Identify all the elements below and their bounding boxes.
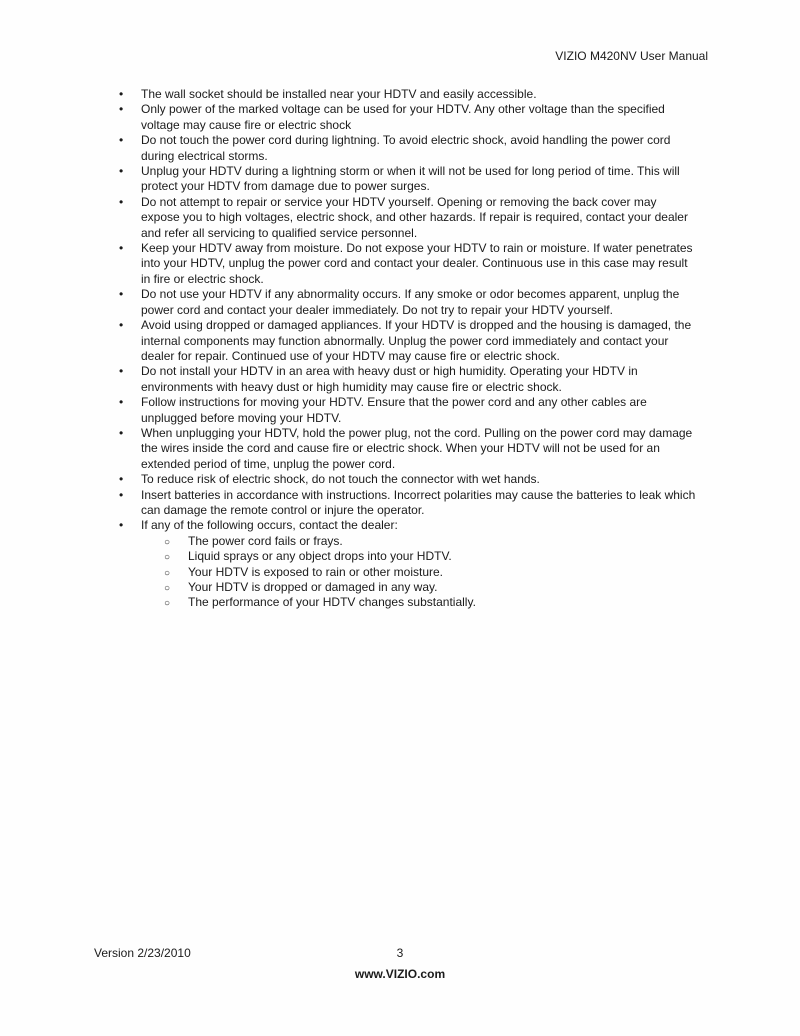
bullet-icon: • [119,164,124,179]
list-item-text: The wall socket should be installed near your HDTV and easily accessible. [141,87,537,101]
header-title: VIZIO M420NV User Manual [555,49,708,63]
list-item [94,395,698,426]
list-item [94,195,698,241]
footer-page-number: 3 [396,946,404,960]
list-item [94,87,698,102]
bullet-list [94,87,706,611]
list-item-text: Do not touch the power cord during lightning. To avoid electric shock, avoid handling the power cord during electrical storms. [141,133,671,163]
sub-list-item [141,534,698,549]
list-item-text: When unplugging your HDTV, hold the power plug, not the cord. Pulling on the power cord may damage the wires inside the cord and cause fire or electric shock. When your HDTV will not be used for an extended period of time, unplug the power cord. [141,425,693,471]
bullet-icon: • [119,318,124,333]
list-item-text: To reduce risk of electric shock, do not touch the connector with wet hands. [141,472,540,487]
list-item-text: Keep your HDTV away from moisture. Do not expose your HDTV to rain or moisture. If water penetrates into your HDTV, unplug the power cord and contact your dealer. Continuous use in this case may result in fire or electric shock. [141,241,693,286]
list-item [94,364,698,395]
sub-list-item-text: The power cord fails or frays. [188,533,343,548]
list-item [94,488,698,519]
list-item-text: Insert batteries in accordance with instructions. Incorrect polarities may cause the batteries to leak which can damage the remote control or injure the operator. [141,487,696,517]
circle-bullet-icon: ○ [164,598,171,610]
sub-list-item [141,595,698,610]
list-item [94,472,698,487]
safety-instructions [94,87,706,611]
list-item-text: Only power of the marked voltage can be used for your HDTV. Any other voltage than the specified voltage may cause fire or electric shock [141,102,665,132]
footer-website: www.VIZIO.com [354,967,446,981]
list-item-text: If any of the following occurs, contact the dealer: [141,518,398,533]
sub-list-item [141,580,698,595]
list-item-text: Follow instructions for moving your HDTV. Ensure that the power cord and any other cables are unplugged before moving your HDTV. [141,395,647,425]
bullet-icon: • [119,472,124,487]
bullet-icon: • [119,395,124,410]
list-item [94,241,698,287]
list-item [94,287,698,318]
sub-list-item-text: The performance of your HDTV changes substantially. [188,595,476,610]
bullet-icon: • [119,241,124,256]
bullet-icon: • [119,364,124,379]
list-item [94,426,698,472]
bullet-icon: • [119,194,124,209]
sub-bullet-list [141,534,698,611]
list-item-text: Do not install your HDTV in an area with heavy dust or high humidity. Operating your HDTV in environments with heavy dust or high humidity may cause fire or electric shock. [141,364,638,394]
circle-bullet-icon: ○ [164,552,171,564]
list-item-text: Do not attempt to repair or service your HDTV yourself. Opening or removing the back cover may expose you to high voltages, electric shock, and other hazards. If repair is required, contact your dealer and refer all servicing to qualified service personnel. [141,194,688,240]
sub-list-item-text: Your HDTV is exposed to rain or other moisture. [188,564,444,579]
bullet-icon: • [119,87,124,101]
list-item [94,318,698,364]
sub-list-item-text: Liquid sprays or any object drops into your HDTV. [188,549,452,564]
bullet-icon: • [119,487,124,502]
circle-bullet-icon: ○ [164,583,171,594]
list-item [94,164,698,195]
sub-list-item [141,549,698,564]
sub-list-item-text: Your HDTV is dropped or damaged in any way. [188,580,438,594]
list-item [94,133,698,164]
bullet-icon: • [119,287,124,302]
bullet-icon: • [119,425,124,440]
list-item-text: Avoid using dropped or damaged appliances. If your HDTV is dropped and the housing is damaged, the internal components may function abnormally. Unplug the power cord immediately and contact your dealer for repair. Continued use of your HDTV may cause fire or electric shock. [141,318,692,363]
list-item [94,518,698,610]
bullet-icon: • [119,102,124,117]
circle-bullet-icon: ○ [164,567,171,579]
bullet-icon: • [119,518,124,533]
list-item [94,102,698,133]
bullet-icon: • [119,133,124,148]
list-item-text: Unplug your HDTV during a lightning storm or when it will not be used for long period of time. This will protect your HDTV from damage due to power surges. [141,164,680,194]
sub-list-item [141,565,698,580]
footer-version: Version 2/23/2010 [94,946,191,960]
list-item-text: Do not use your HDTV if any abnormality occurs. If any smoke or odor becomes apparent, unplug the power cord and contact your dealer immediately. Do not try to repair your HDTV yourself. [141,287,680,317]
circle-bullet-icon: ○ [164,536,171,548]
page-header [94,49,708,64]
